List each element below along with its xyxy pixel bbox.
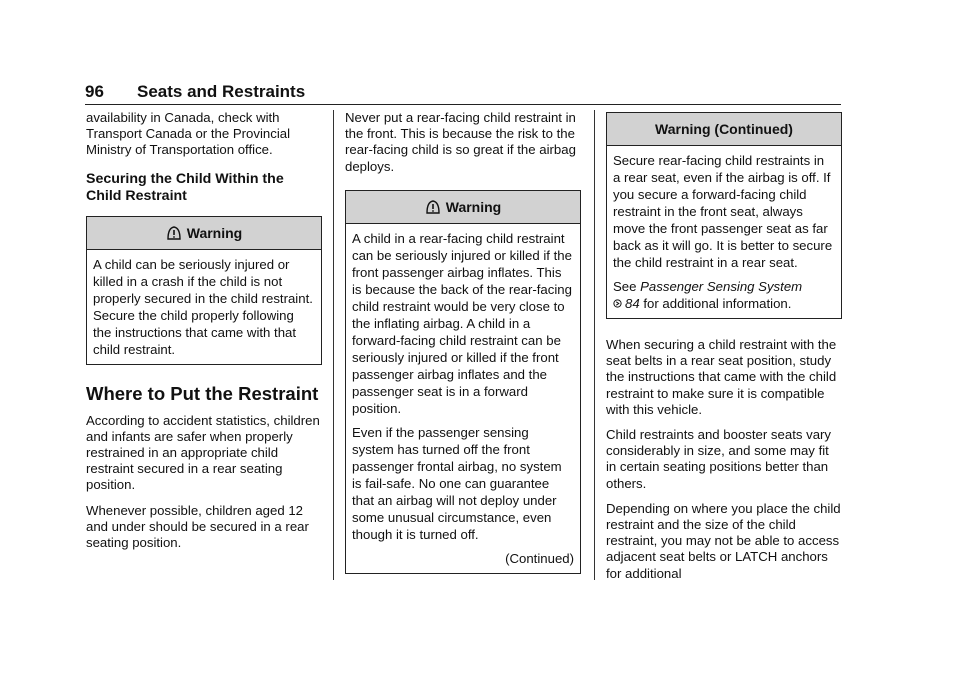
intro-paragraph: Never put a rear-facing child restraint in the front. This is because the risk to the rear-facing child is so great if the airbag deploys. bbox=[345, 110, 576, 174]
column-2 bbox=[345, 110, 581, 574]
warning-icon bbox=[425, 199, 441, 215]
warning-body bbox=[87, 250, 321, 364]
warning-box bbox=[606, 112, 842, 319]
paragraph: Depending on where you place the child restraint and the size of the child restraint, you may not be able to access adjacent seat belts or LATCH anchors for additional bbox=[606, 500, 841, 581]
column-divider bbox=[333, 110, 334, 580]
column-divider bbox=[594, 110, 595, 580]
paragraph: Whenever possible, children aged 12 and under should be secured in a rear seating position. bbox=[86, 502, 309, 551]
warning-header bbox=[607, 113, 841, 146]
warning-title: Warning bbox=[186, 224, 243, 241]
warning-text: Secure rear-facing child restraints in a rear seat, even if the airbag is off. If you secure a forward-facing child restraint in the front seat, always move the front passenger seat as far back as it will go. It is better to secure the child restraint in a rear seat. bbox=[613, 153, 833, 270]
section-heading: Where to Put the Restraint bbox=[86, 382, 319, 404]
warning-box bbox=[86, 216, 322, 365]
paragraph: According to accident statistics, children and infants are safer when properly restrained in an appropriate child restraint secured in a rear seating position. bbox=[86, 412, 320, 493]
warning-title: Warning bbox=[445, 198, 502, 215]
warning-title: Warning (Continued) bbox=[655, 120, 793, 137]
continued-label: (Continued) bbox=[505, 550, 574, 566]
warning-box bbox=[345, 190, 581, 574]
reference-tail: for additional information. bbox=[643, 296, 792, 311]
warning-body bbox=[607, 146, 841, 318]
column-1 bbox=[86, 110, 322, 560]
reference-title[interactable]: Passenger Sensing System bbox=[640, 279, 803, 294]
column-3 bbox=[606, 112, 842, 591]
page-number: 96 bbox=[85, 82, 104, 101]
paragraph: Child restraints and booster seats vary considerably in size, and some may fit in certain seating positions better than others. bbox=[606, 427, 832, 491]
warning-header bbox=[346, 191, 580, 224]
see-label: See bbox=[613, 279, 637, 294]
section-title: Seats and Restraints bbox=[137, 82, 306, 101]
cross-reference bbox=[613, 278, 835, 312]
warning-text: A child in a rear-facing child restraint can be seriously injured or killed if the front passenger airbag inflates. This is because the back of the rear-facing child restraint would be very close to the inflating airbag. A child in a forward-facing child restraint can be seriously injured or killed if the front passenger airbag inflates and the passenger seat is in a forward position. bbox=[352, 230, 572, 416]
paragraph: When securing a child restraint with the seat belts in a rear seat position, study the instructions that came with the child restraint to make sure it is compatible with this vehicle. bbox=[606, 337, 837, 417]
page-reference-icon bbox=[613, 298, 622, 309]
intro-paragraph: availability in Canada, check with Transport Canada or the Provincial Ministry of Transportation office. bbox=[86, 110, 291, 158]
warning-icon bbox=[166, 225, 182, 241]
warning-header bbox=[87, 217, 321, 250]
warning-text: A child can be seriously injured or killed in a crash if the child is not properly secured in the child restraint. Secure the child properly following the instructions that came with that child restraint. bbox=[93, 256, 313, 357]
subheading: Securing the Child Within the Child Restraint bbox=[86, 170, 284, 204]
warning-text: Even if the passenger sensing system has turned off the front passenger frontal airbag, no system is fail-safe. No one can guarantee that an airbag will not deploy under some unusual circumstance, even though it is turned off. bbox=[352, 424, 562, 542]
warning-body bbox=[346, 224, 580, 573]
reference-page[interactable]: 84 bbox=[625, 296, 640, 311]
page-header bbox=[85, 82, 841, 105]
